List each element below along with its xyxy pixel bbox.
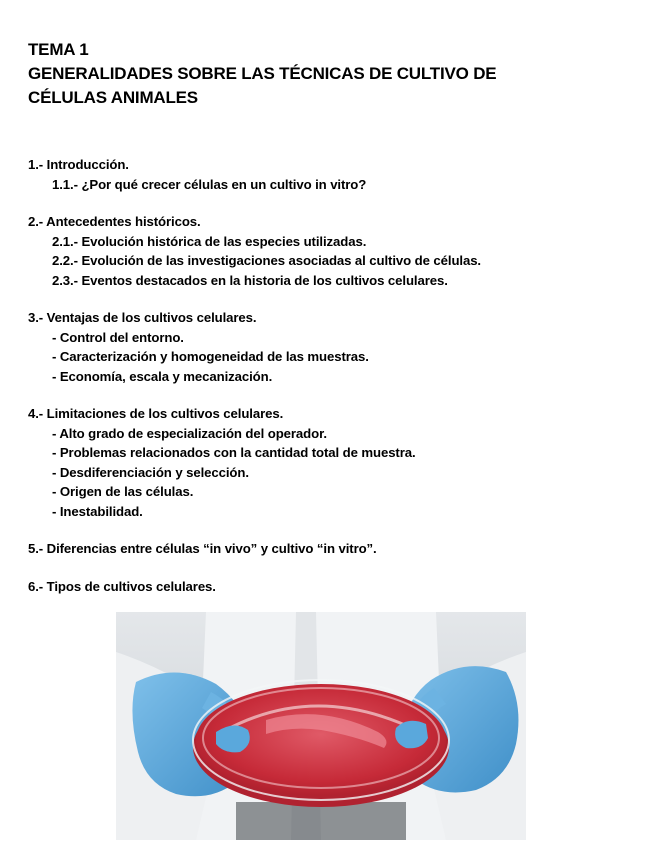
section-3 [28, 308, 638, 386]
section-item: - Inestabilidad. [52, 503, 143, 519]
section-item: - Economía, escala y mecanización. [52, 368, 273, 384]
section-heading: 5.- Diferencias entre células “in vivo” y cultivo “in vitro”. [28, 541, 377, 556]
section-item: - Alto grado de especialización del operador. [52, 425, 327, 441]
section-item: - Problemas relacionados con la cantidad total de muestra. [52, 445, 416, 460]
section-5 [28, 539, 638, 559]
section-2 [28, 212, 638, 290]
section-item: 2.3.- Eventos destacados en la historia de los cultivos celulares. [52, 272, 448, 288]
section-item: - Caracterización y homogeneidad de las muestras. [52, 349, 369, 364]
section-item: - Origen de las células. [52, 484, 194, 499]
section-item: - Desdiferenciación y selección. [52, 464, 249, 480]
section-item: 2.2.- Evolución de las investigaciones asociadas al cultivo de células. [52, 253, 481, 268]
section-heading: 4.- Limitaciones de los cultivos celulares. [28, 406, 284, 421]
section-heading: 2.- Antecedentes históricos. [28, 214, 201, 229]
section-heading: 1.- Introducción. [28, 157, 129, 172]
section-4 [28, 404, 638, 521]
section-item: - Control del entorno. [52, 329, 184, 345]
petri-dish-illustration [116, 612, 526, 840]
section-6 [28, 577, 638, 597]
document-title [28, 38, 628, 110]
section-heading: 6.- Tipos de cultivos celulares. [28, 578, 216, 594]
table-of-contents [28, 155, 638, 614]
title-line-3: CÉLULAS ANIMALES [28, 88, 198, 107]
section-item: 1.1.- ¿Por qué crecer células en un cultivo in vitro? [52, 176, 367, 192]
section-item: 2.1.- Evolución histórica de las especies utilizadas. [52, 233, 367, 249]
section-1 [28, 155, 638, 194]
section-heading: 3.- Ventajas de los cultivos celulares. [28, 310, 257, 325]
petri-dish-photo [116, 612, 526, 840]
title-line-2: GENERALIDADES SOBRE LAS TÉCNICAS DE CULTIVO DE [28, 64, 497, 83]
title-line-1: TEMA 1 [28, 40, 89, 59]
